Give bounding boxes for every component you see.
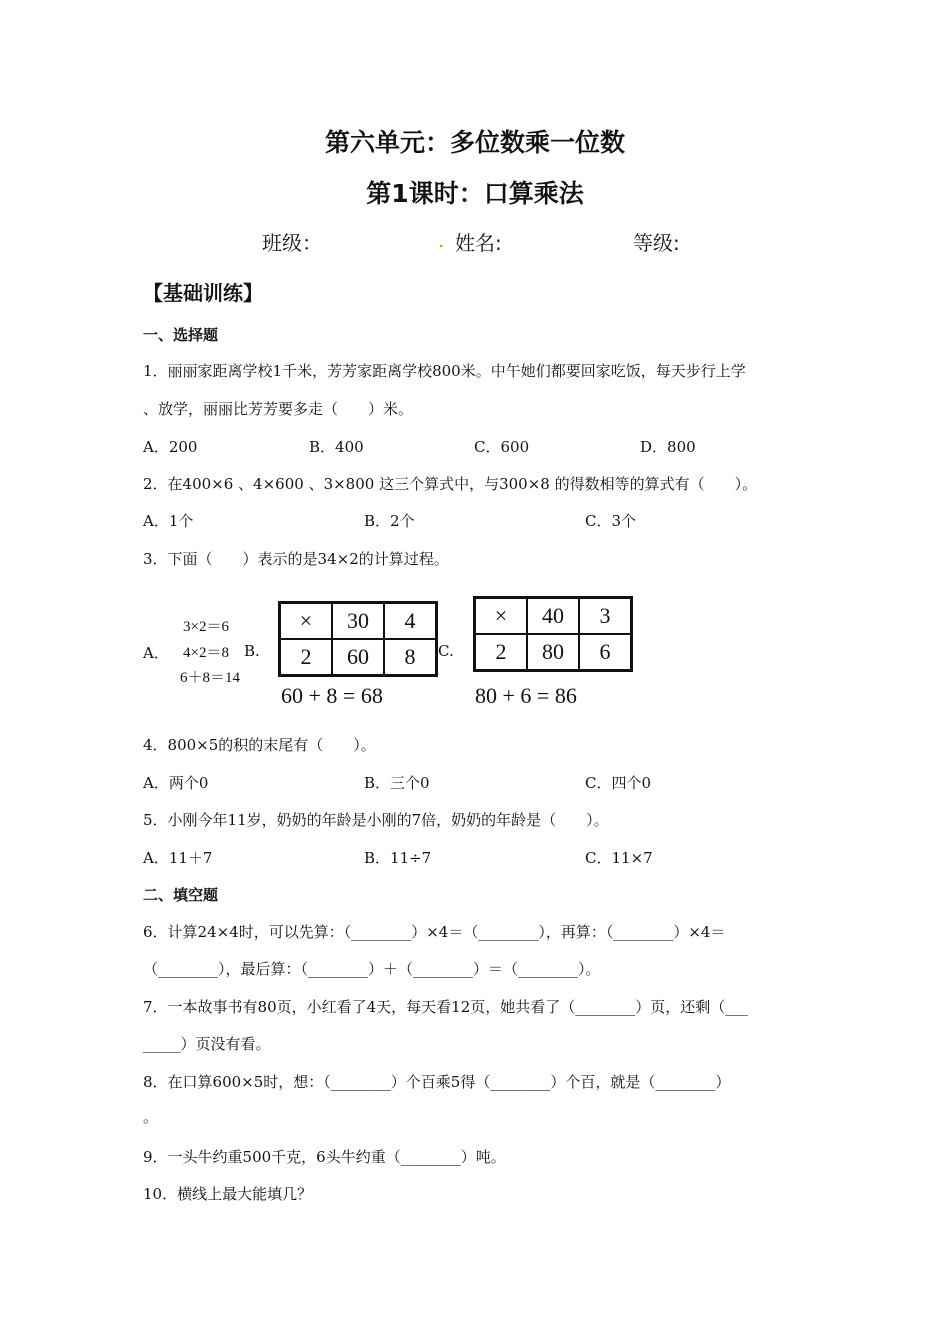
q3-b-cell: 4: [384, 603, 437, 640]
q3-c-cell: 2: [475, 634, 528, 671]
q1-option-c: C．600: [474, 438, 530, 456]
q3-b-grid: [278, 601, 438, 677]
q5-option-a: A．11＋7: [143, 849, 213, 867]
q1-line1: 1．丽丽家距离学校1千米，芳芳家距离学校800米。中午她们都要回家吃饭，每天步行上学: [143, 362, 746, 380]
q3-b-cell: 60: [332, 639, 384, 676]
q3-option-a-label: A．: [143, 644, 169, 662]
q3-b-cell: 30: [332, 603, 384, 640]
q3-a-line1: 3×2＝6: [183, 619, 229, 635]
name-label: 姓名:: [455, 231, 502, 255]
q5-option-b: B．11÷7: [364, 849, 432, 867]
q3-c-cell: 40: [527, 598, 579, 635]
q4-option-a: A．两个0: [143, 774, 209, 792]
q2-text: 2．在400×6 、4×600 、3×800 这三个算式中，与300×8 的得数相等的算式有（ ）。: [143, 475, 758, 493]
q3-b-cell: ×: [280, 603, 333, 640]
q9-text: 9．一头牛约重500千克，6头牛约重（________）吨。: [143, 1148, 506, 1166]
q3-c-cell: 3: [579, 598, 632, 635]
grade-label: 等级:: [633, 231, 680, 255]
q3-c-cell: 80: [527, 634, 579, 671]
q6-line2: （________），最后算：（________）＋（________）＝（________）。: [143, 960, 601, 978]
q1-option-a: A．200: [143, 438, 198, 456]
q2-option-b: B．2个: [364, 512, 415, 530]
lesson-subtitle: 第1课时：口算乘法: [366, 179, 584, 208]
q4-option-b: B．三个0: [364, 774, 430, 792]
q3-option-b-label: B.: [244, 642, 260, 660]
q3-option-c-label: C.: [438, 642, 454, 660]
q3-b-cell: 8: [384, 639, 437, 676]
q3-c-grid: [473, 596, 633, 672]
page-title: 第六单元：多位数乘一位数: [324, 128, 625, 157]
part1-heading: 一、选择题: [143, 326, 219, 344]
q7-line1: 7．一本故事书有80页，小红看了4天，每天看12页，她共看了（________）页，还剩（___: [143, 998, 748, 1016]
q4-text: 4．800×5的积的末尾有（ ）。: [143, 736, 376, 754]
section-title: 【基础训练】: [143, 281, 263, 305]
separator-dot: .: [438, 228, 445, 252]
q3-text: 3．下面（ ）表示的是34×2的计算过程。: [143, 550, 449, 568]
q6-line1: 6．计算24×4时，可以先算：（________）×4＝（________），再算：（________）×4＝: [143, 923, 726, 941]
q4-option-c: C．四个0: [585, 774, 652, 792]
q3-b-sum: 60 + 8 = 68: [281, 683, 383, 708]
class-label: 班级：: [262, 231, 322, 255]
part2-heading: 二、填空题: [143, 886, 219, 904]
q1-option-d: D．800: [640, 438, 696, 456]
q3-a-line2: 4×2＝8: [183, 645, 229, 661]
q3-c-cell: ×: [475, 598, 528, 635]
q3-c-sum: 80 + 6 = 86: [475, 683, 577, 708]
q8-line2: 。: [143, 1108, 159, 1126]
q10-text: 10．横线上最大能填几？: [143, 1185, 313, 1203]
q3-c-cell: 6: [579, 634, 632, 671]
q3-b-cell: 2: [280, 639, 333, 676]
q1-line2: 、放学，丽丽比芳芳要多走（ ）米。: [143, 400, 414, 418]
q1-option-b: B．400: [309, 438, 364, 456]
q3-a-line3: 6＋8＝14: [180, 670, 241, 686]
q5-text: 5．小刚今年11岁，奶奶的年龄是小刚的7倍，奶奶的年龄是（ ）。: [143, 811, 609, 829]
q8-line1: 8．在口算600×5时，想：（________）个百乘5得（________）个百，就是（________）: [143, 1073, 731, 1091]
q2-option-c: C．3个: [585, 512, 637, 530]
q2-option-a: A．1个: [143, 512, 194, 530]
q7-line2: _____）页没有看。: [143, 1035, 271, 1053]
q5-option-c: C．11×7: [585, 849, 653, 867]
